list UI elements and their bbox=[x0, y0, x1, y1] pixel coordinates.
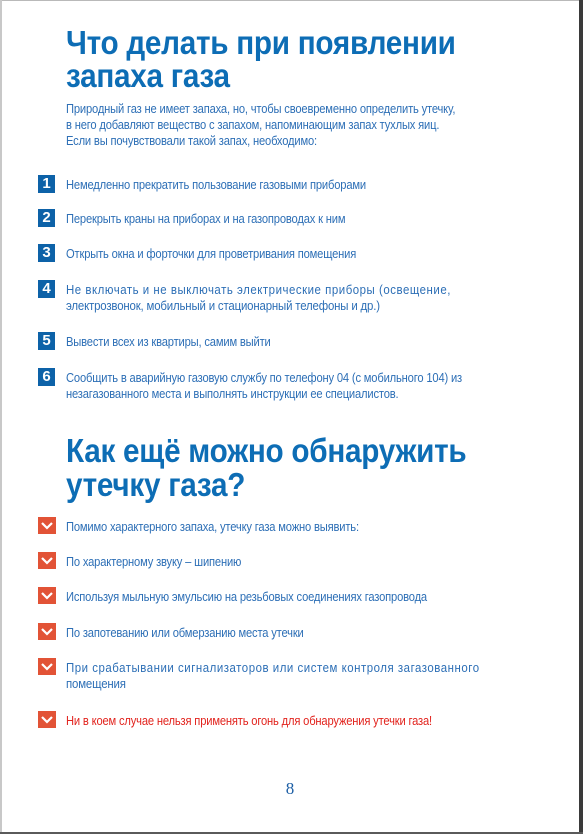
heading-how-to-detect bbox=[66, 434, 498, 502]
page-border-left bbox=[0, 0, 2, 834]
warning-text: Ни в коем случае нельзя применять огонь для обнаружения утечки газа! bbox=[66, 713, 432, 728]
step-number-badge: 3 bbox=[38, 244, 55, 262]
step-text bbox=[66, 282, 451, 314]
page-number: 8 bbox=[285, 779, 295, 798]
step-text: Немедленно прекратить пользование газовыми приборами bbox=[66, 177, 366, 192]
step-text-line: Не включать и не выключать электрические приборы (освещение, bbox=[66, 282, 451, 297]
checkmark-icon bbox=[38, 517, 56, 534]
checkmark-icon bbox=[38, 623, 56, 640]
step-text: Перекрыть краны на приборах и на газопроводах к ним bbox=[66, 211, 346, 226]
intro-paragraph bbox=[66, 101, 479, 149]
heading-what-to-do bbox=[66, 26, 498, 92]
step-text-line: Сообщить в аварийную газовую службу по телефону 04 (с мобильного 104) из bbox=[66, 370, 463, 385]
step-text: Открыть окна и форточки для проветривания помещения bbox=[66, 246, 357, 261]
step-number-badge: 6 bbox=[38, 368, 55, 386]
intro-line: в него добавляют вещество с запахом, напоминающим запах тухлых яиц. bbox=[66, 117, 440, 132]
step-text-line: незагазованного места и выполнять инструкции ее специалистов. bbox=[66, 386, 399, 401]
intro-line: Природный газ не имеет запаха, но, чтобы своевременно определить утечку, bbox=[66, 101, 456, 116]
check-text: Используя мыльную эмульсию на резьбовых соединениях газопровода bbox=[66, 589, 427, 604]
step-number-badge: 5 bbox=[38, 332, 55, 350]
heading-line: Что делать при появлении bbox=[66, 24, 456, 61]
step-text-line: электрозвонок, мобильный и стационарный телефоны и др.) bbox=[66, 298, 380, 313]
check-text: По характерному звуку – шипению bbox=[66, 554, 242, 569]
check-text-line: При срабатывании сигнализаторов или систем контроля загазованного bbox=[66, 660, 480, 675]
step-text: Вывести всех из квартиры, самим выйти bbox=[66, 334, 271, 349]
page-border-right bbox=[579, 0, 583, 834]
check-text-line: помещения bbox=[66, 676, 126, 691]
checkmark-icon bbox=[38, 711, 56, 728]
heading-line: Как ещё можно обнаружить bbox=[66, 432, 467, 469]
heading-line: запаха газа bbox=[66, 57, 230, 94]
checkmark-icon bbox=[38, 658, 56, 675]
step-number-badge: 4 bbox=[38, 280, 55, 298]
check-text: Помимо характерного запаха, утечку газа можно выявить: bbox=[66, 519, 359, 534]
heading-line: утечку газа? bbox=[66, 466, 246, 503]
check-text bbox=[66, 660, 480, 692]
page-border-top bbox=[0, 0, 583, 1]
checkmark-icon bbox=[38, 587, 56, 604]
step-number-badge: 1 bbox=[38, 175, 55, 193]
step-number-badge: 2 bbox=[38, 209, 55, 227]
intro-line: Если вы почувствовали такой запах, необходимо: bbox=[66, 133, 317, 148]
checkmark-icon bbox=[38, 552, 56, 569]
step-text bbox=[66, 370, 462, 402]
check-text: По запотеванию или обмерзанию места утечки bbox=[66, 625, 304, 640]
